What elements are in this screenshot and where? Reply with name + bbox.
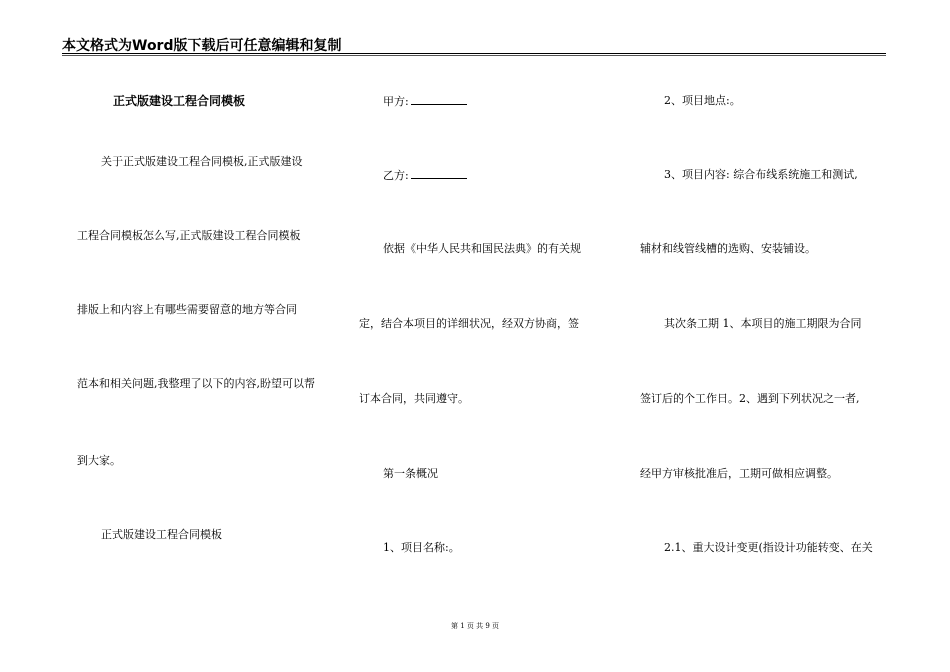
party-b-blank (411, 168, 467, 179)
paragraph-line: 依据《中华人民共和国民法典》的有关规 (383, 242, 581, 255)
paragraph-line: 范本和相关问题,我整理了以下的内容,盼望可以帮 (77, 377, 315, 390)
paragraph-line: 排版上和内容上有哪些需要留意的地方等合同 (77, 303, 297, 316)
paragraph-line: 2.1、重大设计变更(指设计功能转变、在关 (664, 541, 873, 554)
paragraph-line: 经甲方审核批准后，工期可做相应调整。 (640, 467, 838, 480)
paragraph-line: 3、项目内容: 综合布线系统施工和测试, (664, 168, 858, 181)
document-title: 正式版建设工程合同模板 (113, 94, 246, 108)
paragraph-line: 关于正式版建设工程合同模板,正式版建设 (101, 155, 303, 168)
paragraph-line: 2、项目地点:。 (664, 94, 741, 107)
party-a-blank (411, 94, 467, 105)
page-header (62, 33, 886, 54)
paragraph-line: 定，结合本项目的详细状况，经双方协商，签 (359, 317, 579, 330)
party-a-label: 甲方: (383, 95, 409, 108)
paragraph-line: 其次条工期 1、本项目的施工期限为合同 (664, 317, 862, 330)
page-number: 第 1 页 共 9 页 (450, 622, 500, 630)
paragraph-line: 辅材和线管线槽的选购、安装铺设。 (640, 242, 816, 255)
paragraph-line: 签订后的个工作日。2、遇到下列状况之一者, (640, 392, 860, 405)
paragraph-line: 订本合同，共同遵守。 (359, 392, 469, 405)
paragraph-line: 工程合同模板怎么写,正式版建设工程合同模板 (77, 229, 301, 242)
party-b-line (383, 168, 467, 183)
party-b-label: 乙方: (383, 169, 409, 182)
paragraph-line: 1、项目名称:。 (383, 541, 460, 554)
party-a-line (383, 94, 467, 109)
header-divider (62, 55, 886, 56)
section-heading: 正式版建设工程合同模板 (101, 528, 222, 541)
section-heading: 第一条概况 (383, 467, 438, 480)
header-title: 本文格式为Word版下载后可任意编辑和复制 (62, 38, 342, 54)
paragraph-line: 到大家。 (77, 454, 121, 467)
